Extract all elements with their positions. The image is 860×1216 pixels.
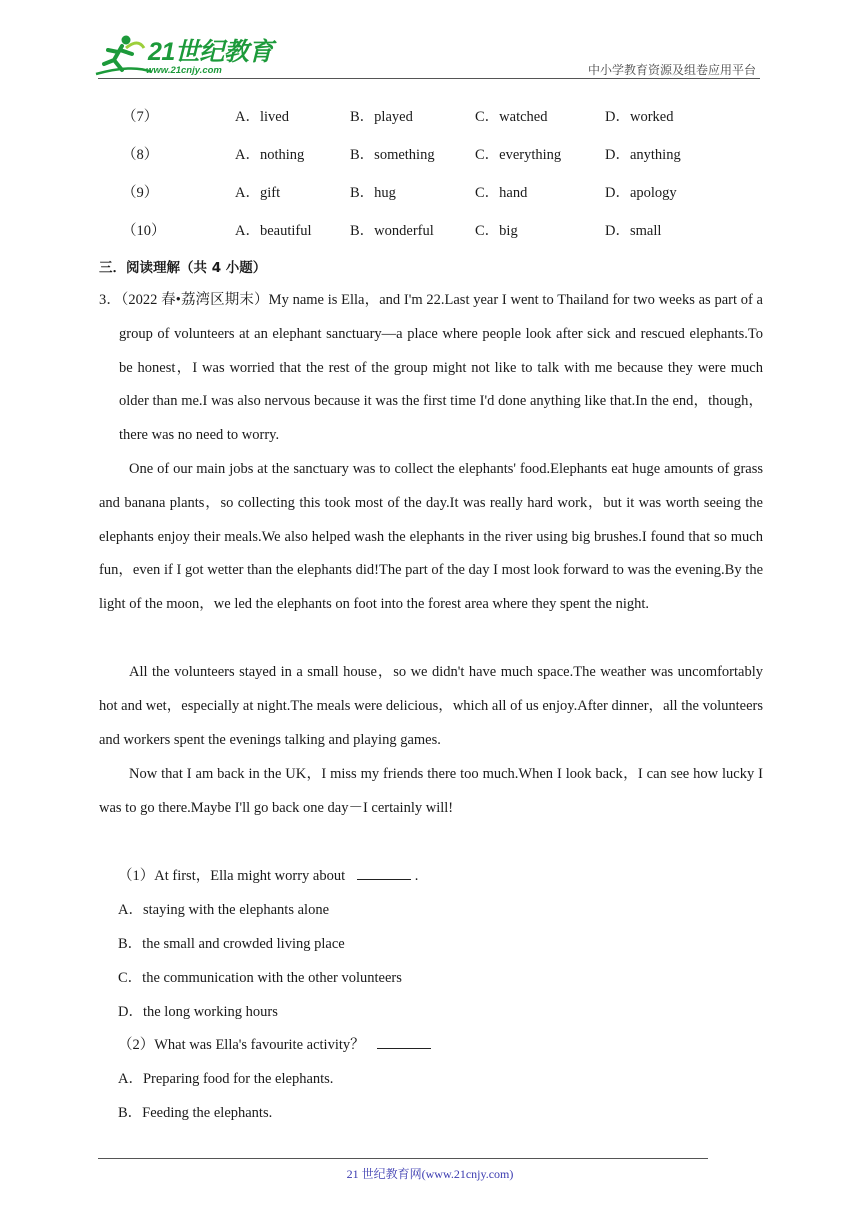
question-2-stem [118,1035,431,1055]
question-1-option-b: B．the small and crowded living place [118,936,345,952]
passage-paragraph-4: Now that I am back in the UK，I miss my friends there too much.When I look back，I can see how lucky I was to go there.Maybe I'll go back one day－I certainly will! [99,766,763,816]
option-a: A．lived [235,109,289,125]
page-header [0,0,860,82]
question-2-option-a: A．Preparing food for the elephants. [118,1071,334,1087]
passage-paragraph-2: One of our main jobs at the sanctuary was to collect the elephants' food.Elephants eat huge amounts of grass and banana plants，so collecting this took most of the day.It was really hard work，but it was worth seeing the elephants enjoy their meals.We also helped wash the elephants in the river using big brushes.I found that so much fun，even if I got wetter than the elephants did!The part of the day I most look forward to was the evening.By the light of the moon，we led the elephants on foot into the forest area where they spent the night. [99,461,763,613]
header-platform-text: 中小学教育资源及组卷应用平台 [587,63,756,77]
option-a: A．nothing [235,147,305,163]
option-c: C．everything [475,147,562,163]
section-title: 三．阅读理解（共 4 小题） [99,260,267,276]
question-1-option-d: D．the long working hours [118,1004,278,1020]
option-d: D．worked [605,109,674,125]
question-1-option-c: C．the communication with the other volunteers [118,970,402,986]
header-divider [98,78,760,79]
option-b: B．wonderful [350,223,434,239]
question-stem-text: （2）What was Ella's favourite activity？ [118,1037,365,1053]
option-number: （8） [122,147,159,163]
passage-paragraph-1 [99,284,763,453]
option-d: D．apology [605,185,677,201]
option-d: D．small [605,223,662,239]
option-b: B．hug [350,185,396,201]
answer-blank [357,866,411,880]
footer-divider [98,1158,708,1159]
option-number: （9） [122,185,159,201]
option-a: A．beautiful [235,223,312,239]
option-b: B．played [350,109,413,125]
question-stem-text: （1）At first，Ella might worry about [118,868,346,884]
logo-text: 21世纪教育 [148,38,273,66]
option-b: B．something [350,147,435,163]
footer-link[interactable]: 21 世纪教育网(www.21cnjy.com) [346,1167,514,1181]
option-c: C．big [475,223,518,239]
option-c: C．watched [475,109,548,125]
question-2-option-b: B．Feeding the elephants. [118,1105,273,1121]
answer-blank [377,1035,431,1049]
option-c: C．hand [475,185,528,201]
option-a: A．gift [235,185,281,201]
question-stem-end: . [414,868,419,884]
question-1-option-a: A．staying with the elephants alone [118,902,330,918]
option-number: （7） [122,109,159,125]
option-d: D．anything [605,147,681,163]
logo-url: www.21cnjy.com [146,65,222,76]
option-number: （10） [122,223,166,239]
question-1-stem [118,866,418,886]
passage-text: 3．（2022 春•荔湾区期末）My name is Ella，and I'm 22.Last year I went to Thailand for two weeks as part of a group of volunteers at an elephant sanctuary—a place where people look after sick and rescued elephants.To be honest，I was worried that the rest of the group might not like to talk with me because they were much older than me.I was also nervous because it was the first time I'd done anything like that.In the end，though，there was no need to worry. [99,292,763,444]
passage-paragraph-3: All the volunteers stayed in a small house，so we didn't have much space.The weather was uncomfortably hot and wet，especially at night.The meals were delicious，which all of us enjoy.After dinner，all the volunteers and workers spent the evenings talking and playing games. [99,664,763,748]
